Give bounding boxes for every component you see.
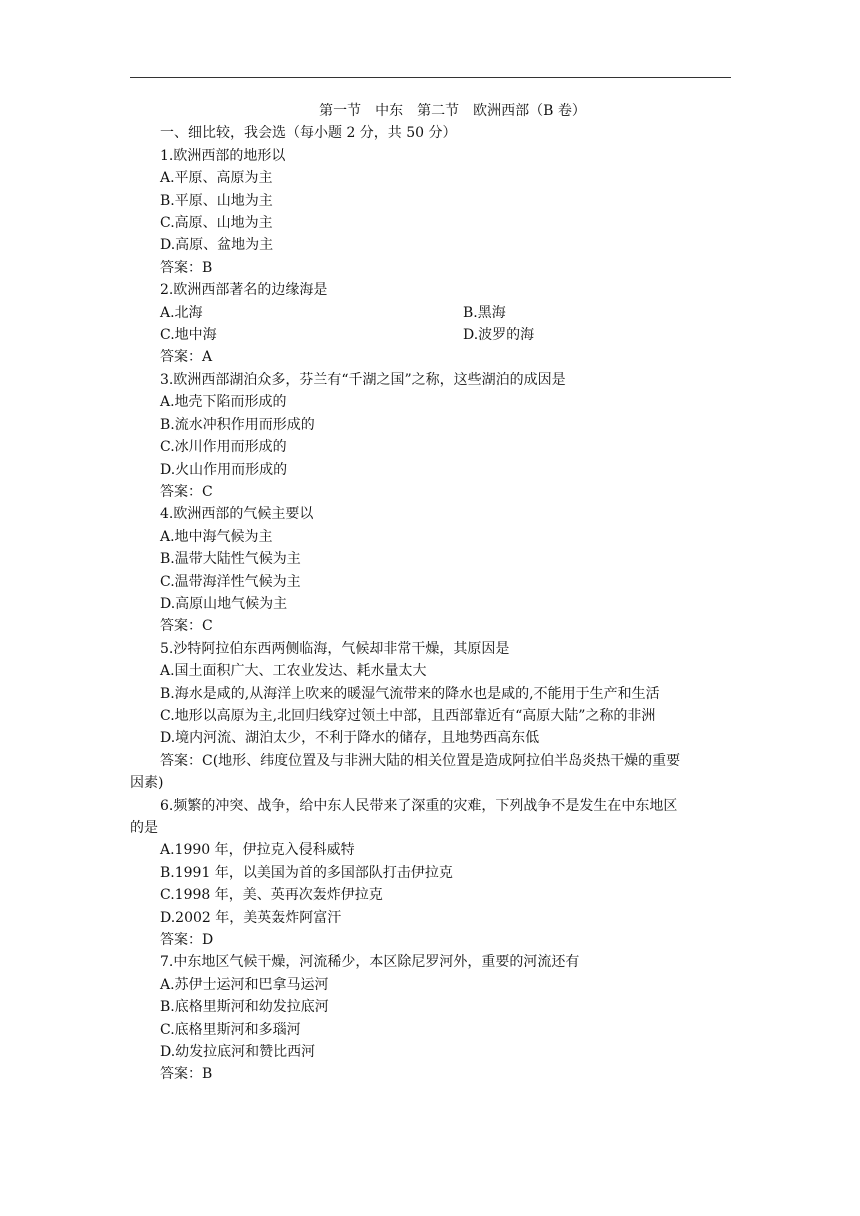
- answer: 答案：B: [160, 259, 213, 276]
- option-d: D.高原山地气候为主: [160, 595, 288, 612]
- option-d: D.高原、盆地为主: [160, 237, 274, 254]
- option-a: A.1990 年，伊拉克入侵科威特: [160, 842, 355, 859]
- option-b: B.平原、山地为主: [160, 192, 273, 209]
- question-2: [160, 279, 735, 369]
- answer: 答案：C: [160, 483, 213, 500]
- question-stem: 2.欧洲西部著名的边缘海是: [160, 282, 328, 299]
- option-b: B.黑海: [463, 304, 506, 321]
- section-heading: 一、细比较，我会选（每小题 2 分，共 50 分）: [160, 125, 457, 142]
- question-5: [130, 638, 735, 795]
- option-c: C.地中海: [160, 327, 217, 344]
- option-d: D.幼发拉底河和赞比西河: [160, 1044, 316, 1061]
- option-a: A.苏伊士运河和巴拿马运河: [160, 976, 329, 993]
- document-title: 第一节 中东 第二节 欧洲西部（B 卷）: [319, 103, 586, 119]
- option-row: [160, 302, 735, 324]
- option-a: A.北海: [160, 304, 203, 321]
- question-1: [160, 145, 735, 279]
- option-a: A.地壳下陷而形成的: [160, 394, 287, 411]
- answer: 答案：C: [160, 618, 213, 635]
- option-a: A.地中海气候为主: [160, 528, 273, 545]
- question-3: [160, 369, 735, 503]
- answer: 答案：B: [160, 1066, 213, 1083]
- answer: 答案：C(地形、纬度位置及与非洲大陆的相关位置是造成阿拉伯半岛炎热干燥的重要: [160, 752, 681, 769]
- option-b: B.温带大陆性气候为主: [160, 551, 301, 568]
- question-stem: 4.欧洲西部的气候主要以: [160, 506, 314, 523]
- option-c: C.高原、山地为主: [160, 215, 273, 232]
- option-a: A.平原、高原为主: [160, 170, 273, 187]
- question-stem-continuation: 的是: [130, 820, 158, 836]
- question-stem: 7.中东地区气候干燥，河流稀少，本区除尼罗河外，重要的河流还有: [160, 954, 580, 971]
- answer-continuation: 因素): [130, 775, 164, 792]
- option-b: B.流水冲积作用而形成的: [160, 416, 315, 433]
- option-d: D.波罗的海: [463, 327, 535, 344]
- question-7: [160, 951, 735, 1085]
- option-row: [160, 324, 735, 346]
- answer: 答案：D: [160, 932, 214, 949]
- option-a: A.国土面积广大、工农业发达、耗水量太大: [160, 663, 427, 680]
- option-b: B.1991 年，以美国为首的多国部队打击伊拉克: [160, 864, 453, 881]
- question-stem: 5.沙特阿拉伯东西两侧临海，气候却非常干燥，其原因是: [160, 640, 510, 657]
- option-d: D.2002 年，美英轰炸阿富汗: [160, 909, 342, 926]
- document-body: [130, 100, 735, 1086]
- option-c: C.1998 年，美、英再次轰炸伊拉克: [160, 887, 383, 904]
- answer: 答案：A: [160, 349, 213, 366]
- option-b: B.海水是咸的,从海洋上吹来的暖湿气流带来的降水也是咸的,不能用于生产和生活: [160, 685, 660, 702]
- option-d: D.火山作用而形成的: [160, 461, 288, 478]
- option-c: C.冰川作用而形成的: [160, 439, 287, 456]
- question-6: [130, 795, 735, 952]
- option-c: C.底格里斯河和多瑙河: [160, 1021, 301, 1038]
- question-4: [160, 503, 735, 637]
- option-d: D.境内河流、湖泊太少，不利于降水的储存，且地势西高东低: [160, 730, 540, 747]
- question-stem: 6.频繁的冲突、战争，给中东人民带来了深重的灾难，下列战争不是发生在中东地区: [160, 797, 678, 814]
- question-stem: 3.欧洲西部湖泊众多，芬兰有“千湖之国”之称，这些湖泊的成因是: [160, 371, 566, 388]
- header-rule: [130, 77, 731, 78]
- option-b: B.底格里斯河和幼发拉底河: [160, 999, 329, 1016]
- question-stem: 1.欧洲西部的地形以: [160, 147, 286, 164]
- option-c: C.地形以高原为主,北回归线穿过领土中部，且西部靠近有“高原大陆”之称的非洲: [160, 707, 656, 724]
- option-c: C.温带海洋性气候为主: [160, 573, 301, 590]
